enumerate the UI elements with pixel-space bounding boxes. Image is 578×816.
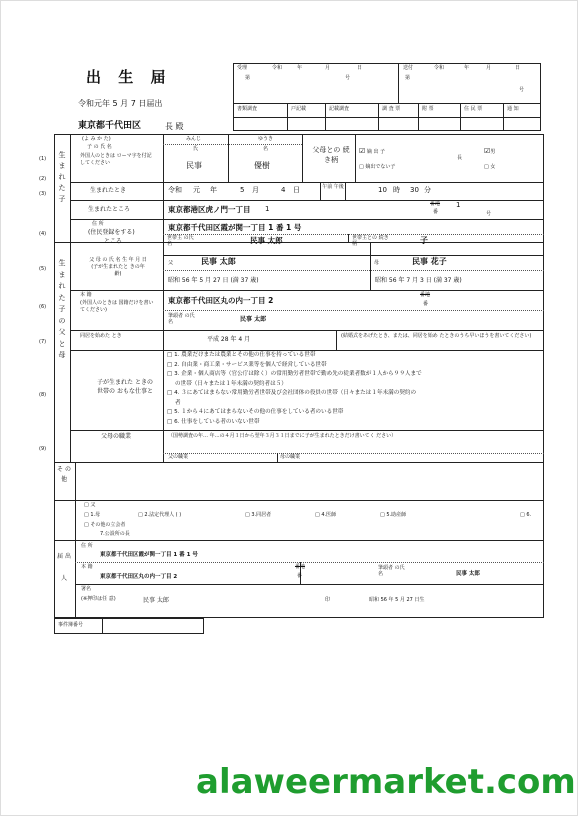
relation-legit: ☑ 嫡 出 子	[359, 147, 386, 155]
birth-place-ban-number: 1	[456, 201, 461, 209]
checked-box-icon[interactable]: ☑	[484, 147, 491, 155]
signature-label: 署名	[81, 586, 92, 592]
office-col-divider	[287, 103, 288, 131]
submission-date: 令和元年 5 月 7 日届出	[78, 99, 163, 108]
year-label-2: 年	[464, 65, 470, 71]
office-col-5: 住 民 票	[464, 106, 483, 112]
informant-address: 東京都千代田区霞が関一丁目 1 番 1 号	[100, 552, 198, 558]
honseki-note: (外国人のときは 国籍だけを書いてください)	[80, 300, 154, 313]
row-number: (6)	[39, 304, 47, 310]
householder-label: 世帯主 の氏名	[167, 235, 194, 247]
parent-names-label: 父 母 の 氏 名 生 年 月 日 (子が生まれたと きの年齢)	[89, 257, 147, 277]
office-col-divider	[378, 103, 379, 131]
hittousha-label: 筆頭者 の氏名	[168, 313, 195, 325]
birth-month-unit: 月	[252, 186, 259, 194]
office-use-box	[233, 63, 541, 131]
relation-illegit: □ 嫡出でない子	[359, 164, 396, 170]
honseki-banchi-struck: 番地	[420, 292, 431, 298]
informant-opt-6[interactable]: □ 6.	[520, 512, 532, 518]
ampm-label: 午前 午後	[322, 184, 344, 190]
birth-month: 5	[240, 186, 245, 194]
informant-section-label: 届 出 人	[57, 553, 71, 582]
birth-minute-unit: 分	[424, 186, 431, 194]
office-col-4: 附 票	[422, 106, 434, 112]
birth-year-unit: 年	[210, 186, 217, 194]
child-family-name: 民事	[186, 161, 202, 170]
yomi-label: (よ み か た)	[82, 136, 111, 142]
watermark-text: alaweermarket.com	[196, 762, 576, 802]
family-label: 氏	[193, 146, 199, 152]
household-work-label: 子が生まれた ときの世帯の おもな仕事と	[97, 379, 153, 395]
father-label: 父	[168, 260, 174, 266]
father-job-label: 父の職業	[168, 454, 189, 460]
address-label-1: 住 所	[92, 221, 104, 227]
birth-hour: 10	[378, 186, 387, 194]
signature-note: (※押印は任 意)	[81, 596, 116, 602]
mother-birthdate: 昭和 56 年 7 月 3 日 (満 37 歳)	[375, 277, 462, 284]
form-title: 出 生 届	[86, 68, 172, 86]
row-number: (5)	[39, 266, 47, 272]
office-col-divider	[325, 103, 326, 131]
father-birthdate: 昭和 56 年 5 月 27 日 (満 37 歳)	[168, 277, 259, 284]
informant-opt-father[interactable]: □ 父	[84, 502, 96, 508]
informant-address-label: 住 所	[81, 543, 93, 549]
gou-label-3: 号	[486, 211, 492, 217]
case-number-field[interactable]	[103, 619, 203, 633]
gou-label: 号	[345, 75, 351, 81]
father-name: 民事 太郎	[201, 257, 236, 266]
row-number: (1)	[39, 156, 47, 162]
hittousha-name: 民事 太郎	[240, 316, 267, 323]
child-name-label: 子 の 氏 名	[87, 144, 112, 150]
informant-banchi-struck: 番地	[295, 564, 306, 570]
parent-honseki: 東京都千代田区丸の内一丁目 2	[168, 296, 274, 305]
day-label: 日	[357, 65, 363, 71]
work-option-7[interactable]: □ 6. 仕事をしている者のいない世帯	[167, 418, 260, 425]
work-option-5: 者	[175, 399, 181, 406]
hh-relation: 子	[420, 236, 428, 245]
office-col-divider	[418, 103, 419, 131]
informant-hittousha-label: 筆頭者 の氏名	[378, 565, 405, 577]
dai-label: 第	[245, 75, 251, 81]
office-col-3: 調 査 票	[382, 106, 401, 112]
office-col-1: 戸記載	[291, 106, 307, 112]
informant-opt-other[interactable]: □ その他の立会者	[84, 522, 126, 528]
birth-minute: 30	[410, 186, 419, 194]
office-col-divider	[460, 103, 461, 131]
row-number: (2)	[39, 176, 47, 182]
child-given-name: 優樹	[254, 161, 270, 170]
office-col-2: 記載調査	[329, 106, 350, 112]
work-option-1[interactable]: □ 2. 自由業・商工業・サービス業等を個人で経営している世帯	[167, 361, 327, 368]
child-address: 東京都千代田区霞が関一丁目 1 番 1 号	[168, 223, 302, 232]
informant-opt-mother[interactable]: □ 1.母	[84, 512, 101, 518]
checkbox-icon[interactable]: □	[484, 164, 489, 170]
seal-mark: 印	[325, 597, 331, 603]
row-number: (3)	[39, 191, 47, 197]
birth-order-eldest: 長	[457, 155, 463, 161]
child-name-note: 外国人のときは ローマ字を付記 してください	[80, 153, 152, 166]
era-label-2: 令和	[434, 65, 445, 71]
census-note: （国勢調査の年… 年…の４月１日から翌年３月３１日までに子が生まれたときだけ書いてく ださい）	[168, 433, 397, 439]
birth-place: 東京都港区虎ノ門一丁目	[168, 205, 251, 214]
informant-opt-facility-head[interactable]: 7.公設所の長	[100, 531, 130, 537]
office-col-0: 書類調査	[237, 106, 258, 112]
birth-era: 令和	[168, 186, 182, 194]
era-label: 令和	[272, 65, 283, 71]
cohabit-label: 同居を始めた とき	[80, 333, 122, 339]
occupation-label: 父母の職業	[101, 433, 132, 440]
ban-label: 番	[433, 209, 439, 215]
month-label: 月	[325, 65, 331, 71]
checkbox-icon[interactable]: □	[359, 164, 364, 170]
mother-label: 母	[374, 260, 380, 266]
birth-place-number: 1	[265, 205, 270, 213]
work-option-4[interactable]: □ 4. ３にあてはまらない常用勤労者世帯及び会社団体の役員の世帯（日々または１年未満の契約の	[167, 390, 417, 396]
other-label: そ の 他	[57, 466, 71, 483]
row-number: (4)	[39, 231, 47, 237]
relation-label: 父母との 続き柄	[312, 146, 350, 164]
birth-day: 4	[281, 186, 286, 194]
gou-label-2: 号	[519, 87, 525, 93]
informant-signature: 民事 太郎	[143, 597, 169, 604]
informant-birthdate: 昭和 56 年 5 月 27 日生	[369, 597, 425, 603]
informant-opt-guardian[interactable]: □ 2.法定代理人 ( )	[138, 512, 182, 518]
sex-female: □ 女	[484, 164, 496, 170]
informant-opt-cohabitant[interactable]: □ 3.同居者	[245, 512, 272, 518]
sent-label: 送付	[403, 65, 414, 71]
row-number: (9)	[39, 446, 47, 452]
mother-job-label: 母の職業	[280, 454, 301, 460]
banchi-struck: 番地	[430, 201, 441, 207]
parent-section-label: 生 ま れ た 子 の 父 と 母	[58, 259, 66, 359]
sex-male: ☑男	[484, 147, 496, 155]
birth-day-unit: 日	[293, 186, 300, 194]
address-label-3: ところ	[104, 238, 123, 245]
honseki-label: 本 籍	[80, 292, 92, 298]
mother-name: 民事 花子	[412, 257, 447, 266]
day-label-2: 日	[515, 65, 521, 71]
birth-datetime-label: 生まれたとき	[90, 187, 127, 194]
informant-honseki-label: 本 籍	[81, 564, 93, 570]
kana-given: ゆうき	[258, 136, 274, 142]
month-label-2: 月	[486, 65, 492, 71]
hh-relation-label: 世帯主との 続き柄	[352, 235, 389, 247]
address-label-2: (住民登録をする)	[88, 229, 135, 236]
dai-label-2: 第	[405, 75, 411, 81]
work-option-0[interactable]: □ 1. 農業だけまたは農業とその他の仕事を持っている世帯	[167, 352, 316, 358]
row-number: (8)	[39, 392, 47, 398]
checked-box-icon[interactable]: ☑	[359, 147, 366, 155]
kana-family: みんじ	[186, 136, 202, 142]
recipient-suffix: 長 殿	[165, 122, 184, 131]
case-number-label: 事件簿番号	[58, 622, 84, 628]
informant-hittousha-name: 民事 太郎	[456, 571, 480, 577]
honseki-ban-label: 番	[423, 301, 429, 307]
informant-honseki: 東京都千代田区丸の内一丁目 2	[100, 574, 178, 580]
office-col-divider	[503, 103, 504, 131]
work-option-2[interactable]: □ 3. 企業・個人商店等（官公庁は除く）の常用勤労者世帯で勤め先の従業者数が１人から９９人まで	[167, 371, 422, 377]
office-col-6: 通 知	[507, 106, 519, 112]
child-section-label: 生 ま れ た 子	[58, 151, 66, 203]
work-option-3: の世帯（日々または１年未満の契約者は５）	[175, 380, 287, 387]
householder-name: 民事 太郎	[250, 236, 283, 245]
informant-ban-label: 番	[297, 573, 303, 579]
work-option-6[interactable]: □ 5. １から４にあてはまらないその他の仕事をしている者のいる世帯	[167, 409, 344, 415]
year-label: 年	[297, 65, 303, 71]
given-label: 名	[263, 146, 269, 152]
cohabit-note: (結婚式をあげたとき、または、同居を始め たときのうち早いほうを書いてください)	[341, 333, 532, 339]
row-number: (7)	[39, 339, 47, 345]
cohabit-date: 平成 28 年 4 月	[207, 336, 251, 343]
informant-opt-doctor[interactable]: □ 4.医師	[315, 512, 337, 518]
birth-place-label: 生まれたところ	[88, 206, 131, 213]
birth-hour-unit: 時	[393, 186, 400, 194]
birth-year: 元	[193, 186, 200, 194]
informant-opt-midwife[interactable]: □ 5.助産師	[380, 512, 407, 518]
recipient-ward: 東京都千代田区	[78, 121, 142, 131]
accepted-label: 受理	[237, 65, 248, 71]
